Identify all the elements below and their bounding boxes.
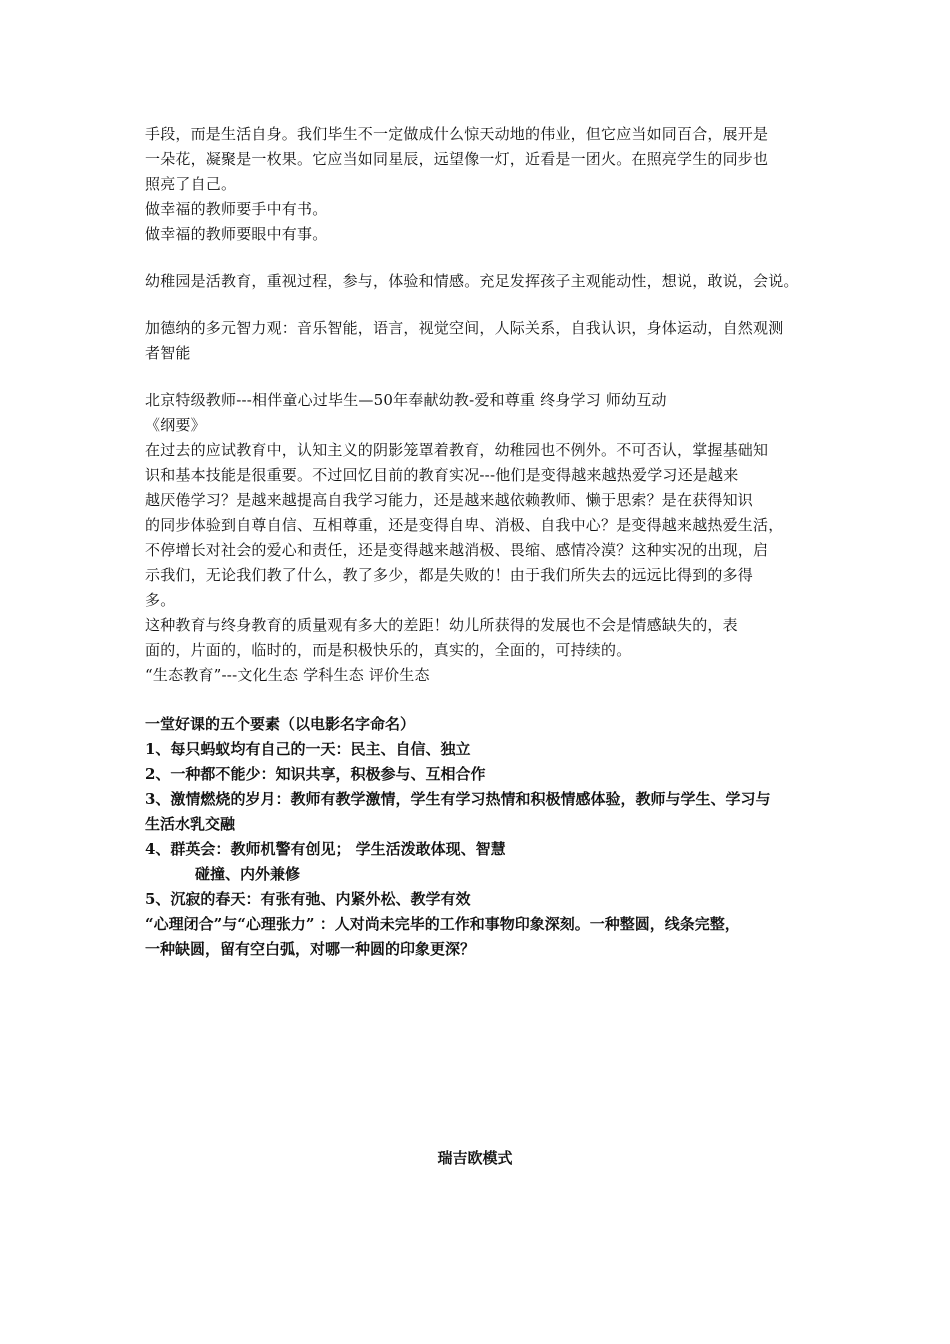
paragraph-multiple-intelligences bbox=[145, 316, 825, 366]
text-line: “生态教育”---文化生态 学科生态 评价生态 bbox=[145, 666, 430, 684]
text-line: 这种教育与终身教育的质量观有多大的差距！幼儿所获得的发展也不会是情感缺失的，表 bbox=[145, 616, 738, 634]
text-line: 做幸福的教师要手中有书。 bbox=[145, 200, 328, 218]
paragraph-beijing-teacher bbox=[145, 388, 825, 688]
document-body bbox=[145, 122, 825, 962]
text-line: 幼稚园是活教育，重视过程，参与，体验和情感。充足发挥孩子主观能动性，想说，敢说，会说。 bbox=[145, 272, 799, 290]
list-item: 1、每只蚂蚁均有自己的一天：民主、自信、独立 bbox=[145, 740, 471, 758]
section-heading: 一堂好课的五个要素（以电影名字命名） bbox=[145, 715, 416, 733]
section-good-lesson bbox=[145, 712, 825, 962]
text-line: 者智能 bbox=[145, 344, 191, 362]
list-item: 3、激情燃烧的岁月：教师有教学激情，学生有学习热情和积极情感体验，教师与学生、学习与 bbox=[145, 790, 771, 808]
text-line: 手段，而是生活自身。我们毕生不一定做成什么惊天动地的伟业，但它应当如同百合，展开是 bbox=[145, 125, 769, 143]
text-line: 做幸福的教师要眼中有事。 bbox=[145, 225, 328, 243]
text-line: 在过去的应试教育中，认知主义的阴影笼罩着教育，幼稚园也不例外。不可否认，掌握基础知 bbox=[145, 441, 769, 459]
text-line: 照亮了自己。 bbox=[145, 175, 237, 193]
list-item: 4、群英会：教师机警有创见； 学生活泼敢体现、智慧 bbox=[145, 840, 506, 858]
text-line: 一朵花，凝聚是一枚果。它应当如同星辰，远望像一灯，近看是一团火。在照亮学生的同步也 bbox=[145, 150, 769, 168]
text-line: 面的，片面的，临时的，而是积极快乐的，真实的，全面的，可持续的。 bbox=[145, 641, 632, 659]
list-item: 一种缺圆，留有空白弧，对哪一种圆的印象更深？ bbox=[145, 940, 476, 958]
spacer bbox=[145, 688, 825, 712]
text-line: 示我们，无论我们教了什么，教了多少，都是失败的！由于我们所失去的远远比得到的多得 bbox=[145, 566, 754, 584]
spacer bbox=[145, 366, 825, 388]
text-line: 《纲要》 bbox=[145, 416, 206, 434]
list-item: “心理闭合”与“心理张力” ：人对尚未完毕的工作和事物印象深刻。一种整圆，线条完整， bbox=[145, 915, 740, 933]
text-line: 北京特级教师---相伴童心过毕生—50年奉献幼教-爱和尊重 终身学习 师幼互动 bbox=[145, 391, 667, 409]
reggio-emilia-heading: 瑞吉欧模式 bbox=[437, 1149, 513, 1167]
spacer bbox=[145, 247, 825, 269]
text-line: 越厌倦学习？是越来越提高自我学习能力，还是越来越依赖教师、懒于思索？是在获得知识 bbox=[145, 491, 754, 509]
list-item: 生活水乳交融 bbox=[145, 815, 236, 833]
list-item: 5、沉寂的春天：有张有弛、内紧外松、教学有效 bbox=[145, 890, 471, 908]
spacer bbox=[145, 294, 825, 316]
text-line: 识和基本技能是很重要。不过回忆目前的教育实况---他们是变得越来越热爱学习还是越来 bbox=[145, 466, 739, 484]
text-line: 的同步体验到自尊自信、互相尊重，还是变得自卑、消极、自我中心？是变得越来越热爱生活， bbox=[145, 516, 784, 534]
list-item: 碰撞、内外兼修 bbox=[195, 865, 301, 883]
text-line: 加德纳的多元智力观：音乐智能，语言，视觉空间，人际关系，自我认识，身体运动，自然观测 bbox=[145, 319, 784, 337]
list-item: 2、一种都不能少：知识共享，积极参与、互相合作 bbox=[145, 765, 486, 783]
text-line: 多。 bbox=[145, 591, 176, 609]
text-line: 不停增长对社会的爱心和责任，还是变得越来越消极、畏缩、感情冷漠？这种实况的出现，启 bbox=[145, 541, 769, 559]
paragraph-teacher-happiness bbox=[145, 122, 825, 247]
paragraph-kindergarten-education bbox=[145, 269, 825, 294]
